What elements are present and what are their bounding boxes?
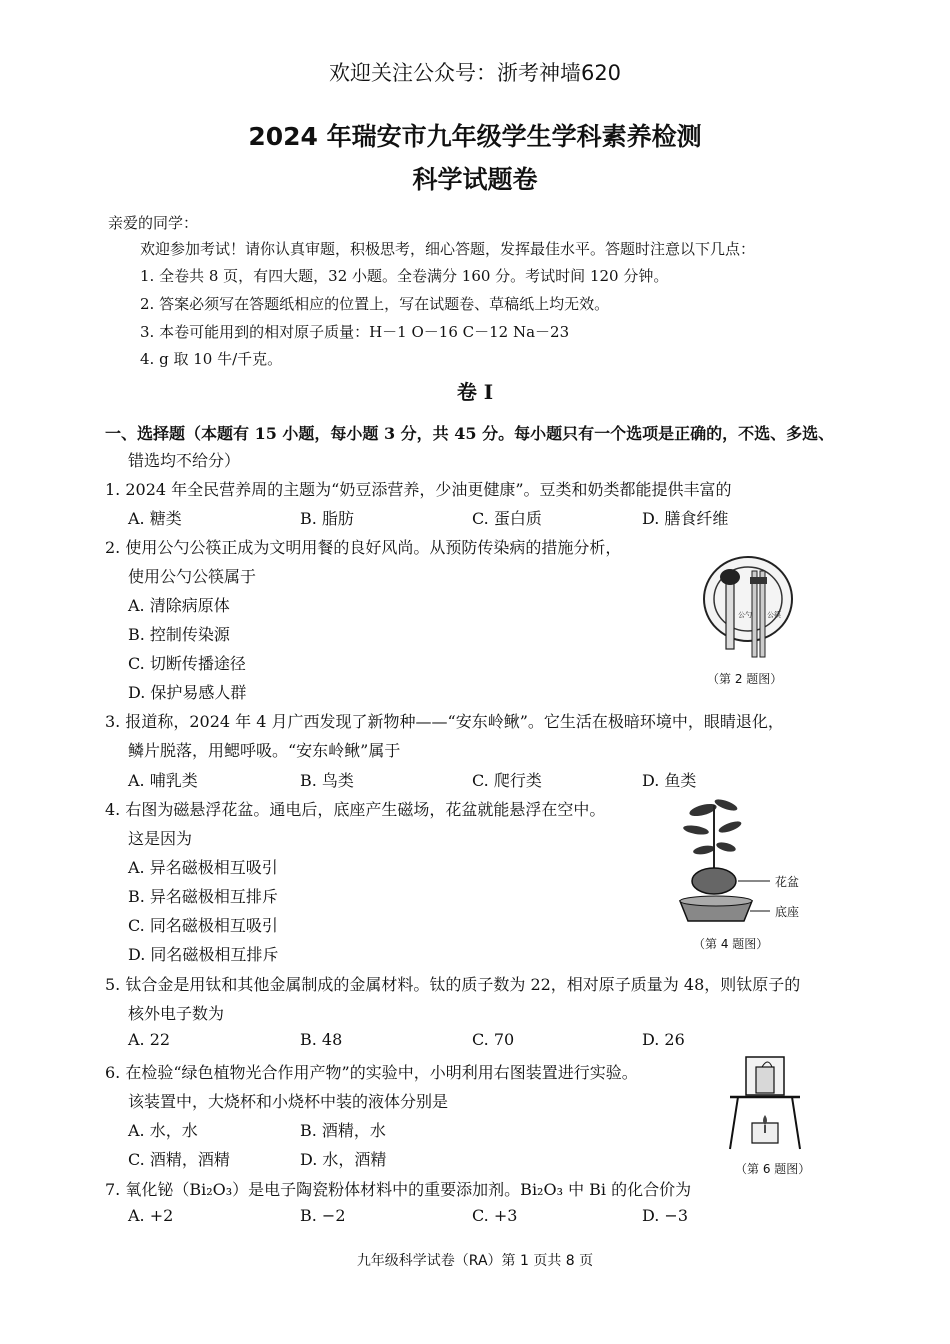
question-number: 2. bbox=[105, 538, 121, 557]
note-4: 4. g 取 10 牛/千克。 bbox=[140, 350, 283, 368]
q4-label-base: 底座 bbox=[775, 905, 800, 919]
q7-option-c[interactable]: C. +3 bbox=[472, 1206, 518, 1225]
q6-option-a[interactable]: A. 水，水 bbox=[128, 1121, 198, 1140]
q2-text-line2: 使用公勺公筷属于 bbox=[128, 567, 257, 586]
page-footer: 九年级科学试卷（RA）第 1 页共 8 页 bbox=[356, 1253, 594, 1269]
plant-leaves-icon bbox=[683, 797, 743, 856]
header-note: 欢迎关注公众号：浙考神墙620 bbox=[328, 61, 622, 85]
q1-option-b[interactable]: B. 脂肪 bbox=[300, 509, 354, 528]
plate-figure bbox=[700, 553, 796, 665]
q3-option-b[interactable]: B. 鸟类 bbox=[300, 771, 354, 790]
q6-option-b[interactable]: B. 酒精，水 bbox=[300, 1121, 386, 1140]
welcome-text: 欢迎参加考试！请你认真审题，积极思考，细心答题，发挥最佳水平。答题时注意以下几点： bbox=[140, 240, 756, 258]
beaker-apparatus-figure bbox=[726, 1053, 806, 1153]
q4-figure-caption: （第 4 题图） bbox=[693, 937, 769, 951]
question-text: 钛合金是用钛和其他金属制成的金属材料。钛的质子数为 22，相对原子质量为 48，则钛原子的 bbox=[125, 975, 801, 994]
question-3 bbox=[105, 709, 784, 732]
q5-option-b[interactable]: B. 48 bbox=[300, 1030, 343, 1049]
fig-label-spoon: 公勺 bbox=[738, 611, 752, 619]
q6-figure bbox=[726, 1053, 806, 1153]
q5-option-a[interactable]: A. 22 bbox=[128, 1030, 171, 1049]
q4-label-pot: 花盆 bbox=[775, 875, 800, 889]
question-text: 在检验“绿色植物光合作用产物”的实验中，小明利用右图装置进行实验。 bbox=[125, 1063, 638, 1082]
part1-title-line2: 错选均不给分） bbox=[128, 451, 241, 470]
q2-option-d[interactable]: D. 保护易感人群 bbox=[128, 683, 247, 702]
question-text: 氧化铋（Bi₂O₃）是电子陶瓷粉体材料中的重要添加剂。Bi₂O₃ 中 Bi 的化合价为 bbox=[125, 1180, 692, 1199]
q2-option-c[interactable]: C. 切断传播途径 bbox=[128, 654, 246, 673]
fig-label-chopsticks: 公筷 bbox=[767, 611, 781, 619]
q1-option-a[interactable]: A. 糖类 bbox=[128, 509, 182, 528]
question-text: 右图为磁悬浮花盆。通电后，底座产生磁场，花盆就能悬浮在空中。 bbox=[125, 800, 606, 819]
q4-option-d[interactable]: D. 同名磁极相互排斥 bbox=[128, 945, 279, 964]
question-number: 4. bbox=[105, 800, 121, 819]
q5-option-c[interactable]: C. 70 bbox=[472, 1030, 515, 1049]
question-text: 2024 年全民营养周的主题为“奶豆添营养，少油更健康”。豆类和奶类都能提供丰富的 bbox=[125, 480, 732, 499]
question-7 bbox=[105, 1177, 691, 1200]
q3-option-c[interactable]: C. 爬行类 bbox=[472, 771, 542, 790]
q4-option-c[interactable]: C. 同名磁极相互吸引 bbox=[128, 916, 278, 935]
q5-text-line2: 核外电子数为 bbox=[128, 1004, 225, 1023]
q6-text-line2: 该装置中，大烧杯和小烧杯中装的液体分别是 bbox=[128, 1092, 449, 1111]
note-2: 2. 答案必须写在答题纸相应的位置上，写在试题卷、草稿纸上均无效。 bbox=[140, 295, 610, 313]
q4-option-b[interactable]: B. 异名磁极相互排斥 bbox=[128, 887, 278, 906]
q4-text-line2: 这是因为 bbox=[128, 829, 193, 848]
question-number: 7. bbox=[105, 1180, 121, 1199]
q6-figure-caption: （第 6 题图） bbox=[735, 1162, 811, 1176]
question-number: 3. bbox=[105, 712, 121, 731]
q6-option-d[interactable]: D. 水，酒精 bbox=[300, 1150, 387, 1169]
q7-option-a[interactable]: A. +2 bbox=[128, 1206, 174, 1225]
q4-option-a[interactable]: A. 异名磁极相互吸引 bbox=[128, 858, 278, 877]
q1-option-d[interactable]: D. 膳食纤维 bbox=[642, 509, 729, 528]
part1-title-line1: 一、选择题（本题有 15 小题，每小题 3 分，共 45 分。每小题只有一个选项是正确的，不选、多选、 bbox=[105, 424, 835, 443]
q7-option-d[interactable]: D. −3 bbox=[642, 1206, 689, 1225]
q2-figure bbox=[700, 553, 796, 665]
q1-option-c[interactable]: C. 蛋白质 bbox=[472, 509, 542, 528]
section-title: 卷 Ⅰ bbox=[456, 380, 494, 404]
question-text: 使用公勺公筷正成为文明用餐的良好风尚。从预防传染病的措施分析， bbox=[125, 538, 622, 557]
q2-option-a[interactable]: A. 清除病原体 bbox=[128, 596, 230, 615]
question-number: 5. bbox=[105, 975, 121, 994]
q2-figure-caption: （第 2 题图） bbox=[707, 672, 783, 686]
q3-option-d[interactable]: D. 鱼类 bbox=[642, 771, 697, 790]
q3-text-line2: 鳞片脱落，用鳃呼吸。“安东岭鳅”属于 bbox=[128, 741, 401, 760]
question-1 bbox=[105, 477, 732, 500]
greeting: 亲爱的同学： bbox=[108, 214, 199, 232]
note-1: 1. 全卷共 8 页，有四大题，32 小题。全卷满分 160 分。考试时间 120 分钟。 bbox=[140, 267, 669, 285]
q6-option-c[interactable]: C. 酒精，酒精 bbox=[128, 1150, 230, 1169]
question-2 bbox=[105, 535, 621, 558]
question-number: 1. bbox=[105, 480, 121, 499]
page-subtitle: 科学试题卷 bbox=[412, 165, 538, 194]
q2-option-b[interactable]: B. 控制传染源 bbox=[128, 625, 230, 644]
note-3: 3. 本卷可能用到的相对原子质量：H－1 O－16 C－12 Na－23 bbox=[140, 323, 570, 341]
q5-option-d[interactable]: D. 26 bbox=[642, 1030, 685, 1049]
question-6 bbox=[105, 1060, 638, 1083]
question-4 bbox=[105, 797, 605, 820]
page-title: 2024 年瑞安市九年级学生学科素养检测 bbox=[248, 122, 702, 151]
q7-option-b[interactable]: B. −2 bbox=[300, 1206, 346, 1225]
q3-option-a[interactable]: A. 哺乳类 bbox=[128, 771, 198, 790]
question-text: 报道称，2024 年 4 月广西发现了新物种——“安东岭鳅”。它生活在极暗环境中，眼睛退化， bbox=[125, 712, 784, 731]
question-number: 6. bbox=[105, 1063, 121, 1082]
part1-title bbox=[105, 421, 834, 444]
question-5 bbox=[105, 972, 800, 995]
